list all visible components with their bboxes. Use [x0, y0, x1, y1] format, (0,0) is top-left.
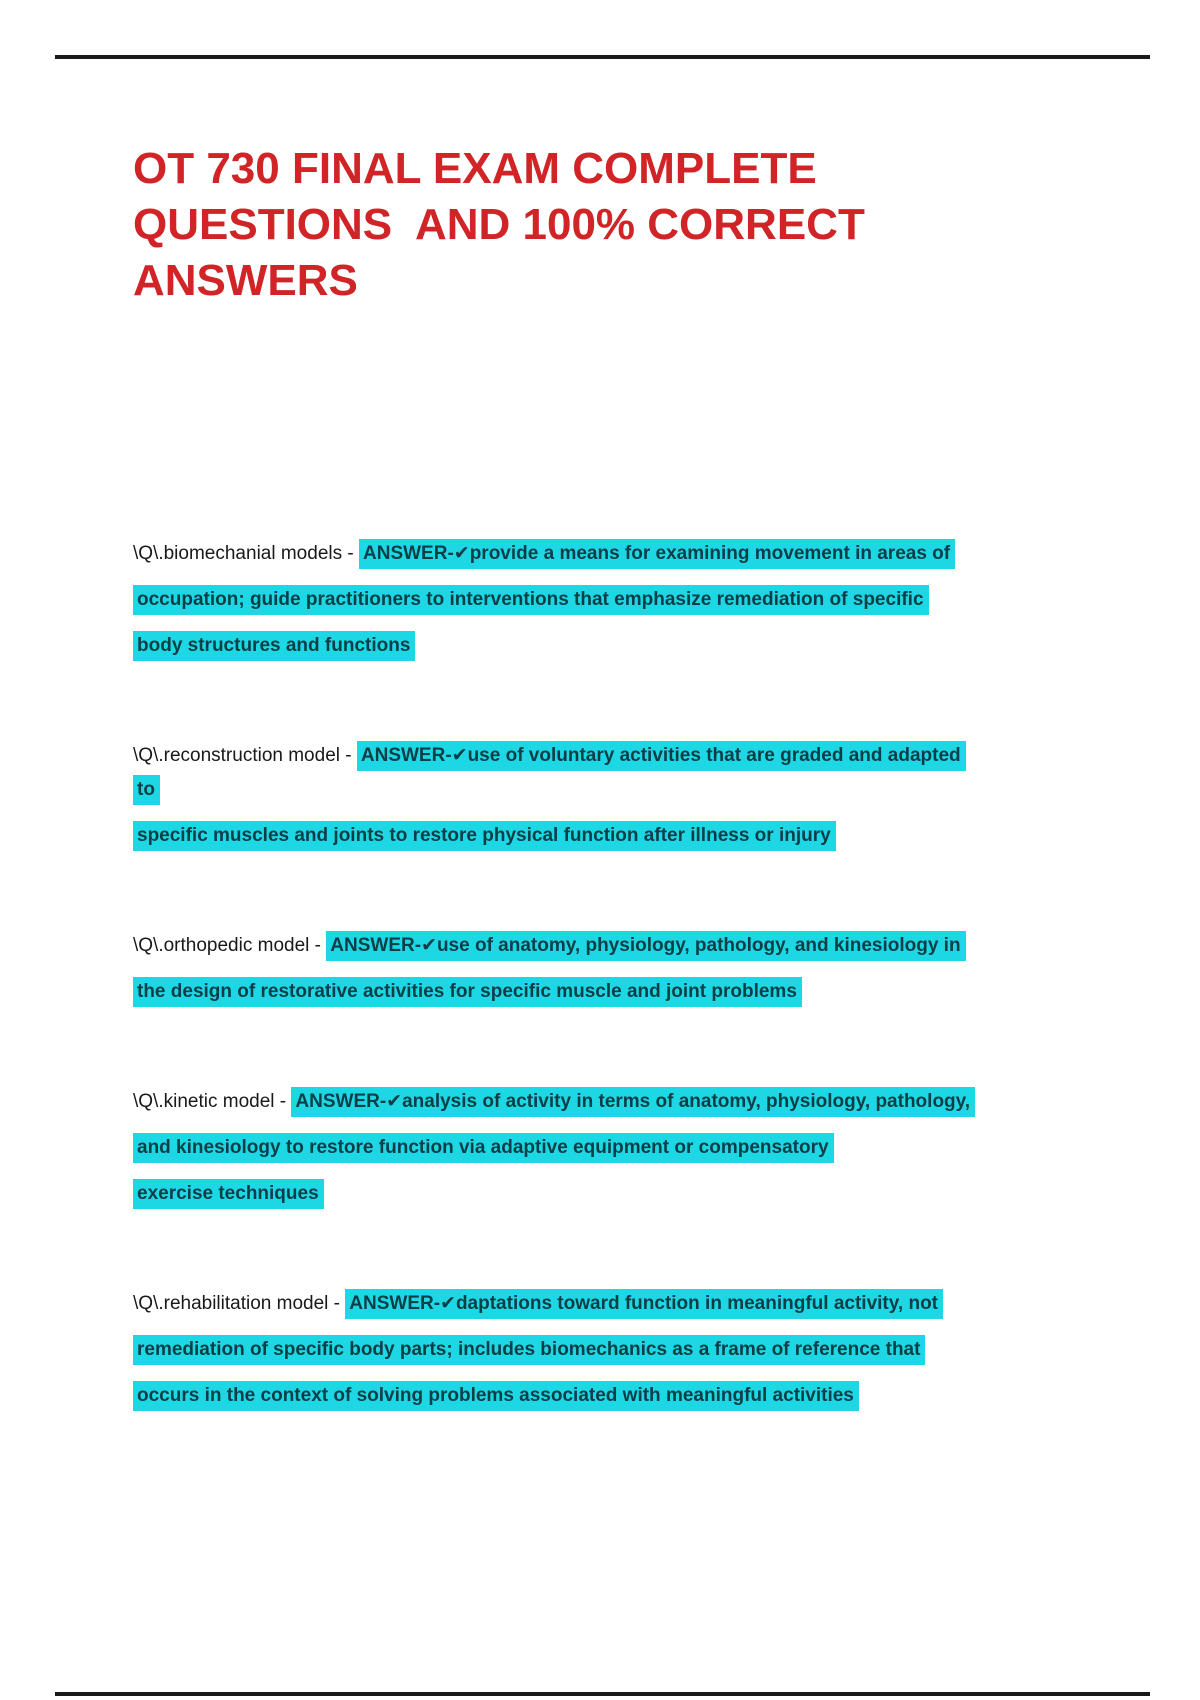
page-title-line: QUESTIONS AND 100% CORRECT: [133, 200, 865, 249]
page-title-line: OT 730 FINAL EXAM COMPLETE: [133, 144, 817, 193]
qa-line: [133, 923, 1083, 969]
highlighted-answer: occupation; guide practitioners to interventions that emphasize remediation of specific: [133, 585, 929, 615]
qa-line: [133, 969, 1083, 1015]
highlighted-answer: ANSWER-✔daptations toward function in meaningful activity, not: [345, 1289, 943, 1319]
qa-line: [133, 813, 1083, 859]
question-text: \Q\.kinetic model -: [133, 1091, 292, 1112]
highlighted-answer: ANSWER-✔provide a means for examining movement in areas of: [359, 539, 955, 569]
qa-line: [133, 1373, 1083, 1419]
qa-line: [133, 1079, 1083, 1125]
top-rule: [55, 55, 1150, 59]
bottom-rule: [55, 1692, 1150, 1696]
qa-line: [133, 733, 1083, 779]
question-text: \Q\.rehabilitation model -: [133, 1293, 346, 1314]
qa-line: [133, 531, 1083, 577]
qa-line: [133, 577, 1083, 623]
qa-block: [133, 733, 1083, 859]
qa-line: [133, 1171, 1083, 1217]
qa-block: [133, 1079, 1083, 1217]
qa-line: [133, 1125, 1083, 1171]
question-text: \Q\.orthopedic model -: [133, 935, 327, 956]
highlighted-answer: and kinesiology to restore function via adaptive equipment or compensatory: [133, 1133, 834, 1163]
qa-block: [133, 923, 1083, 1015]
highlighted-answer: remediation of specific body parts; includes biomechanics as a frame of reference that: [133, 1335, 925, 1365]
qa-line: [133, 1327, 1083, 1373]
qa-content: [133, 531, 1083, 1419]
qa-block: [133, 531, 1083, 669]
highlighted-answer: the design of restorative activities for specific muscle and joint problems: [133, 977, 802, 1007]
question-text: \Q\.reconstruction model -: [133, 745, 357, 766]
highlighted-answer: occurs in the context of solving problems associated with meaningful activities: [133, 1381, 859, 1411]
highlighted-answer: specific muscles and joints to restore physical function after illness or injury: [133, 821, 836, 851]
highlighted-answer: ANSWER-✔analysis of activity in terms of anatomy, physiology, pathology,: [291, 1087, 975, 1117]
qa-line: [133, 623, 1083, 669]
qa-line: [133, 1281, 1083, 1327]
highlighted-answer: ANSWER-✔use of anatomy, physiology, pathology, and kinesiology in: [326, 931, 965, 961]
qa-block: [133, 1281, 1083, 1419]
page-title-line: ANSWERS: [133, 256, 358, 305]
page-title: [133, 141, 993, 309]
highlighted-answer: body structures and functions: [133, 631, 415, 661]
highlighted-answer: exercise techniques: [133, 1179, 324, 1209]
highlighted-answer: ANSWER-✔use of voluntary activities that are graded and adapted: [357, 741, 966, 771]
highlighted-answer: to: [133, 775, 160, 805]
question-text: \Q\.biomechanial models -: [133, 543, 359, 564]
